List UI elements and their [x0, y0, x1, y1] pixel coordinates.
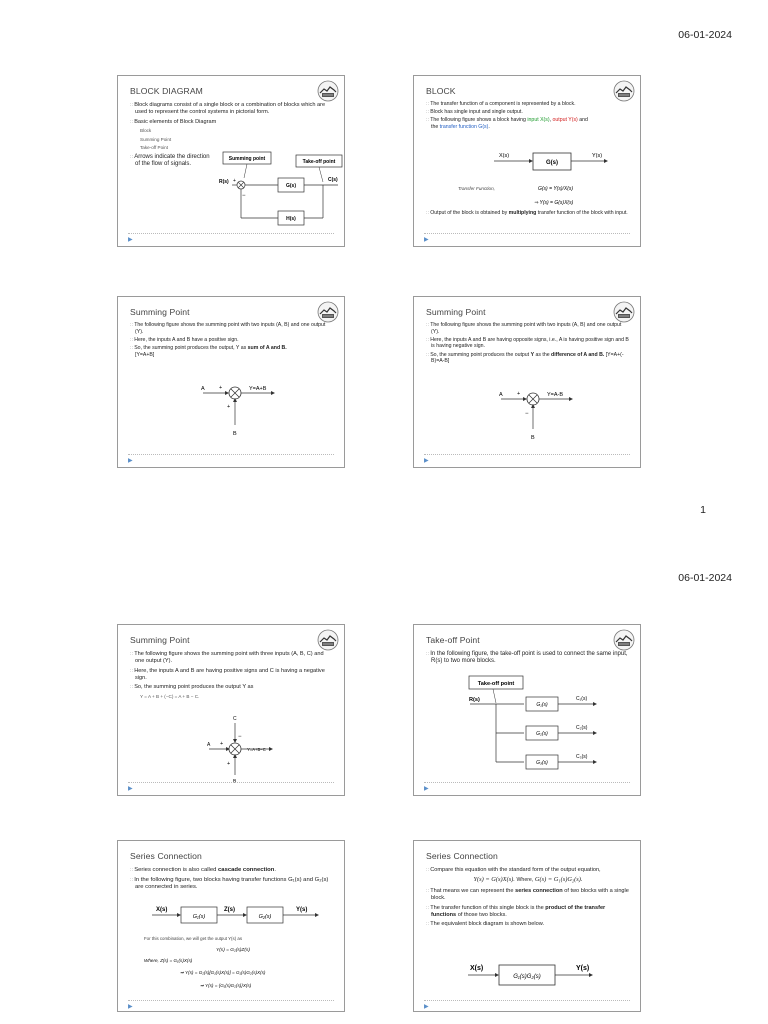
- block-g2: G₂(s): [258, 914, 272, 920]
- bullet: ∷ In the following figure, the take-off point is used to connect the same input, R(s) to two more blocks.: [426, 650, 630, 666]
- summing-point-label: Summing point: [228, 156, 266, 162]
- college-logo-icon: [613, 80, 635, 102]
- slide-series-connection: [117, 840, 345, 1012]
- slide-title: Series Connection: [130, 851, 202, 861]
- slide-summing-point-difference: [413, 296, 641, 468]
- block-g3: G₃(s): [536, 760, 548, 766]
- minus-sign: −: [242, 193, 246, 199]
- college-logo-icon: [317, 629, 339, 651]
- sub-item: Summing Point: [140, 136, 172, 142]
- slide-summing-point-three-inputs: [117, 624, 345, 796]
- equivalent-block-figure: [464, 959, 614, 999]
- input-c: C: [233, 716, 237, 722]
- takeoff-point-label: Take-off point: [302, 159, 336, 165]
- sign-c: −: [238, 734, 242, 740]
- sign-a: +: [220, 741, 224, 747]
- bullet: ∷ The following figure shows the summing point with two inputs (A, B) and one output (Y).: [130, 322, 334, 335]
- page-date: 06-01-2024: [678, 29, 732, 41]
- bullet: ∷ Block has single input and single output.: [426, 109, 630, 116]
- output-y: Y(s): [576, 965, 590, 972]
- output-c3: C₃(s): [576, 754, 588, 760]
- slide-block: [413, 75, 641, 247]
- output-equation: ⇒ Y(s) = G(s)X(s): [534, 200, 574, 206]
- series-figure: [146, 903, 326, 933]
- tf-equation: G(s) = Y(s)/X(s): [538, 186, 574, 192]
- output-y: Y(s): [296, 907, 308, 913]
- slide-series-equivalent: [413, 840, 641, 1012]
- slide-title: BLOCK DIAGRAM: [130, 86, 203, 96]
- slide-title: Summing Point: [426, 307, 486, 317]
- bullet: ∷ So, the summing point produces the output, Y as sum of A and B. [Y=A+B]: [130, 345, 334, 358]
- eq-1: Y(s) = G₂(s)Z(s): [216, 948, 250, 953]
- eq-2: Where, Z(s) = G₁(s)X(s): [144, 958, 193, 963]
- slide-title: Series Connection: [426, 851, 498, 861]
- bullet: ∷ The following figure shows a block having input X(s), output Y(s) and the transfer function G(s).: [426, 117, 630, 130]
- bullet: ∷ The transfer function of a component is represented by a block.: [426, 101, 630, 108]
- sign-a: +: [219, 385, 223, 391]
- slide-nav-icon: ▶: [128, 1004, 133, 1010]
- bullet: ∷ Compare this equation with the standard form of the output equation,: [426, 866, 630, 874]
- summing-point-figure: [204, 713, 294, 785]
- block-g1: G₁(s): [192, 914, 206, 920]
- sub-item: Take-off Point: [140, 145, 169, 151]
- bullet: ∷ That means we can represent the series connection of two blocks with a single block.: [426, 887, 630, 902]
- feedback-block-diagram: [216, 150, 344, 230]
- equation: Y = A + B + (−C) = A + B − C.: [140, 693, 200, 699]
- sign-b: −: [525, 411, 529, 417]
- slide-title: Take-off Point: [426, 635, 480, 645]
- college-logo-icon: [317, 80, 339, 102]
- input-x: X(s): [156, 907, 168, 913]
- output-label: C(s): [328, 177, 338, 183]
- g-block: G(s): [546, 160, 558, 166]
- bullet: ∷ Block diagrams consist of a single block or a combination of blocks which are used to represent the control systems in pictorial form.: [130, 101, 334, 116]
- output-label: Y(s): [592, 153, 603, 159]
- bullet: ∷ Basic elements of Block Diagram: [130, 118, 334, 126]
- bullet: ∷ The equivalent block diagram is shown below.: [426, 920, 630, 928]
- slide-nav-icon: ▶: [424, 1004, 429, 1010]
- input-b: B: [233, 779, 237, 785]
- tf-label: Transfer Function,: [458, 186, 495, 191]
- input-b: B: [531, 435, 535, 441]
- bullet: ∷ Here, the inputs A and B are having positive signs and C is having a negative sign.: [130, 667, 334, 682]
- sign-b: +: [227, 404, 231, 410]
- slide-takeoff-point: [413, 624, 641, 796]
- slide-title: Summing Point: [130, 307, 190, 317]
- bullet: ∷ Here, the inputs A and B are having opposite signs, i.e., A is having positive sign and B is having negative sign.: [426, 337, 630, 350]
- slide-title: BLOCK: [426, 86, 456, 96]
- block-g2: G₂(s): [536, 731, 548, 737]
- bullet: ∷ So, the summing point produces the output Y as the difference of A and B. [Y=A+(-B)=A-B]: [426, 352, 630, 365]
- page-number: 1: [700, 504, 706, 516]
- slide-nav-icon: ▶: [128, 786, 133, 792]
- college-logo-icon: [613, 629, 635, 651]
- slide-nav-icon: ▶: [128, 458, 133, 464]
- feedback-block: H(s): [286, 216, 296, 222]
- sub-item: Block: [140, 128, 152, 134]
- block-figure: [454, 148, 634, 213]
- bullet: ∷ Arrows indicate the direction of the flow of signals.: [130, 153, 215, 169]
- bullet: ∷ The transfer function of this single block is the product of the transfer functions of those two blocks.: [426, 904, 630, 919]
- input-a: A: [207, 742, 211, 748]
- takeoff-figure: [466, 673, 626, 783]
- eq-3: ⇒ Y(s) = G₂(s)[G₁(s)X(s)] = G₁(s)G₂(s)X(s): [180, 970, 266, 975]
- input-label: R(s): [469, 697, 480, 703]
- input-label: X(s): [499, 153, 510, 159]
- takeoff-point-label: Take-off point: [477, 681, 515, 687]
- output-y: Y=A-B: [547, 392, 564, 398]
- slide-nav-icon: ▶: [128, 237, 133, 243]
- eq-intro: For this combination, we will get the output Y(s) as: [144, 936, 243, 941]
- bullet: ∷ The following figure shows the summing point with three inputs (A, B, C) and one output (Y).: [130, 650, 334, 665]
- input-a: A: [499, 392, 503, 398]
- forward-block: G(s): [286, 183, 296, 189]
- input-label: R(s): [219, 179, 229, 185]
- bullet: ∷ Series connection is also called cascade connection.: [130, 866, 334, 874]
- combined-block: G₁(s)G₂(s): [513, 974, 541, 980]
- output-c2: C₂(s): [576, 725, 588, 731]
- equation-line: Y(s) = G(s)X(s). Where, G(s) = G₁(s)G₂(s).: [473, 876, 583, 883]
- bullet: ∷ Here, the inputs A and B have a positive sign.: [130, 337, 334, 344]
- input-a: A: [201, 386, 205, 392]
- input-b: B: [233, 431, 237, 437]
- slide-nav-icon: ▶: [424, 458, 429, 464]
- college-logo-icon: [613, 301, 635, 323]
- plus-sign: +: [233, 178, 236, 184]
- slide-nav-icon: ▶: [424, 786, 429, 792]
- output-y: Y=A+B−C: [247, 747, 266, 752]
- eq-4: ⇒ Y(s) = {G₁(s)G₂(s)}X(s): [200, 983, 252, 988]
- slide-title: Summing Point: [130, 635, 190, 645]
- slide-block-diagram: [117, 75, 345, 247]
- slide-nav-icon: ▶: [424, 237, 429, 243]
- signal-z: Z(s): [224, 907, 235, 913]
- bullet: ∷ So, the summing point produces the output Y as: [130, 683, 334, 691]
- block-g1: G₁(s): [536, 702, 548, 708]
- college-logo-icon: [317, 301, 339, 323]
- bullet: ∷ The following figure shows the summing point with two inputs (A, B) and one output (Y).: [426, 322, 630, 335]
- sign-a: +: [517, 391, 521, 397]
- page-date: 06-01-2024: [678, 572, 732, 584]
- output-c1: C₁(s): [576, 696, 588, 702]
- input-x: X(s): [470, 965, 484, 972]
- series-equations: [132, 933, 342, 999]
- summing-point-figure: [496, 385, 586, 445]
- sign-b: +: [227, 761, 231, 767]
- output-y: Y=A+B: [249, 386, 267, 392]
- bullet: ∷ Output of the block is obtained by multiplying transfer function of the block with input.: [426, 210, 630, 217]
- summing-point-figure: [198, 379, 288, 439]
- slide-summing-point-sum: [117, 296, 345, 468]
- bullet: ∷ In the following figure, two blocks having transfer functions G₁(s) and G₂(s) are connected in series.: [130, 876, 334, 891]
